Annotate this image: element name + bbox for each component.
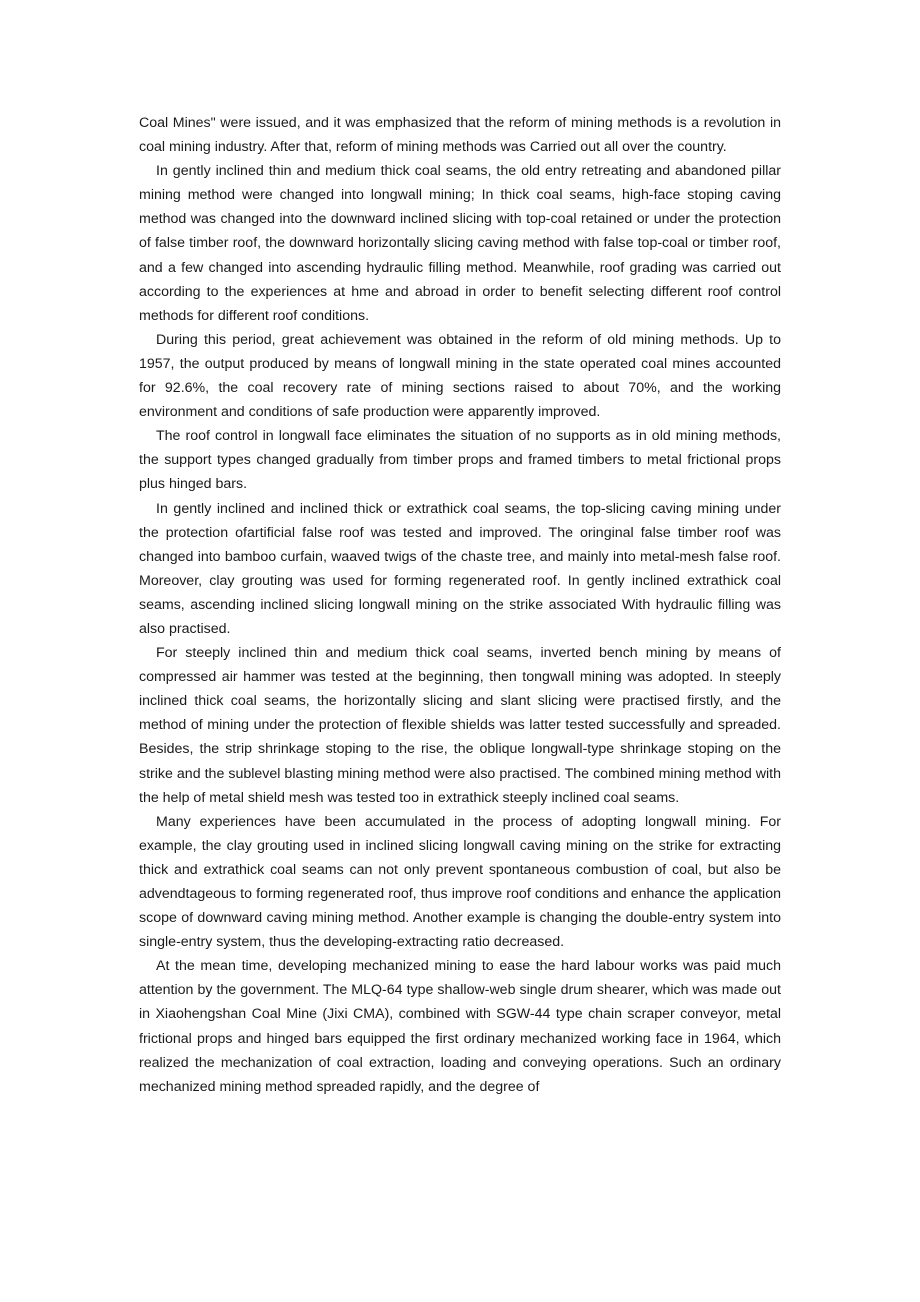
paragraph-6: For steeply inclined thin and medium thick coal seams, inverted bench mining by means of compressed air hammer was tested at the beginning, then tongwall mining was adopted. In steeply inclined thick coal seams, the horizontally slicing and slant slicing were practised firstly, and the method of mining under the protection of flexible shields was latter tested successfully and spreaded. Besides, the strip shrinkage stoping to the rise, the oblique longwall-type shrinkage stoping on the strike and the sublevel blasting mining method were also practised. The combined mining method with the help of metal shield mesh was tested too in extrathick steeply inclined coal seams. [139, 645, 781, 806]
paragraph-5: In gently inclined and inclined thick or extrathick coal seams, the top-slicing caving mining under the protection ofartificial false roof was tested and improved. The oringinal false timber roof was changed into bamboo curfain, waaved twigs of the chaste tree, and mainly into metal-mesh false roof. Moreover, clay grouting was used for forming regenerated roof. In gently inclined extrathick coal seams, ascending inclined slicing longwall mining on the strike associated With hydraulic filling was also practised. [139, 500, 781, 637]
paragraph-2: In gently inclined thin and medium thick coal seams, the old entry retreating and abandoned pillar mining method were changed into longwall mining; In thick coal seams, high-face stoping caving method was changed into the downward inclined slicing with top-coal retained or under the protection of false timber roof, the downward horizontally slicing caving method with false top-coal or timber roof, and a few changed into ascending hydraulic filling method. Meanwhile, roof grading was carried out according to the experiences at hme and abroad in order to benefit selecting different roof control methods for different roof conditions. [139, 163, 781, 324]
paragraph-3: During this period, great achievement was obtained in the reform of old mining methods. Up to 1957, the output produced by means of longwall mining in the state operated coal mines accounted for 92.6%, the coal recovery rate of mining sections raised to about 70%, and the working environment and conditions of safe production were apparently improved. [139, 331, 781, 421]
paragraph-7: Many experiences have been accumulated in the process of adopting longwall mining. For example, the clay grouting used in inclined slicing longwall caving mining on the strike for extracting thick and extrathick coal seams can not only prevent spontaneous combustion of coal, but also be advendtageous to forming regenerated roof, thus improve roof conditions and enhance the application scope of downward caving mining method. Another example is changing the double-entry system into single-entry system, thus the developing-extracting ratio decreased. [139, 813, 781, 951]
document-page [139, 111, 781, 1099]
paragraph-4: The roof control in longwall face eliminates the situation of no supports as in old mining methods, the support types changed gradually from timber props and framed timbers to metal frictional props plus hinged bars. [139, 428, 781, 493]
paragraph-8: At the mean time, developing mechanized mining to ease the hard labour works was paid much attention by the government. The MLQ-64 type shallow-web single drum shearer, which was made out in Xiaohengshan Coal Mine (Jixi CMA), combined with SGW-44 type chain scraper conveyor, metal frictional props and hinged bars equipped the first ordinary mechanized working face in 1964, which realized the mechanization of coal extraction, loading and conveying operations. Such an ordinary mechanized mining method spreaded rapidly, and the degree of [139, 958, 781, 1095]
paragraph-1: Coal Mines" were issued, and it was emphasized that the reform of mining methods is a revolution in coal mining industry. After that, reform of mining methods was Carried out all over the country. [139, 115, 781, 156]
